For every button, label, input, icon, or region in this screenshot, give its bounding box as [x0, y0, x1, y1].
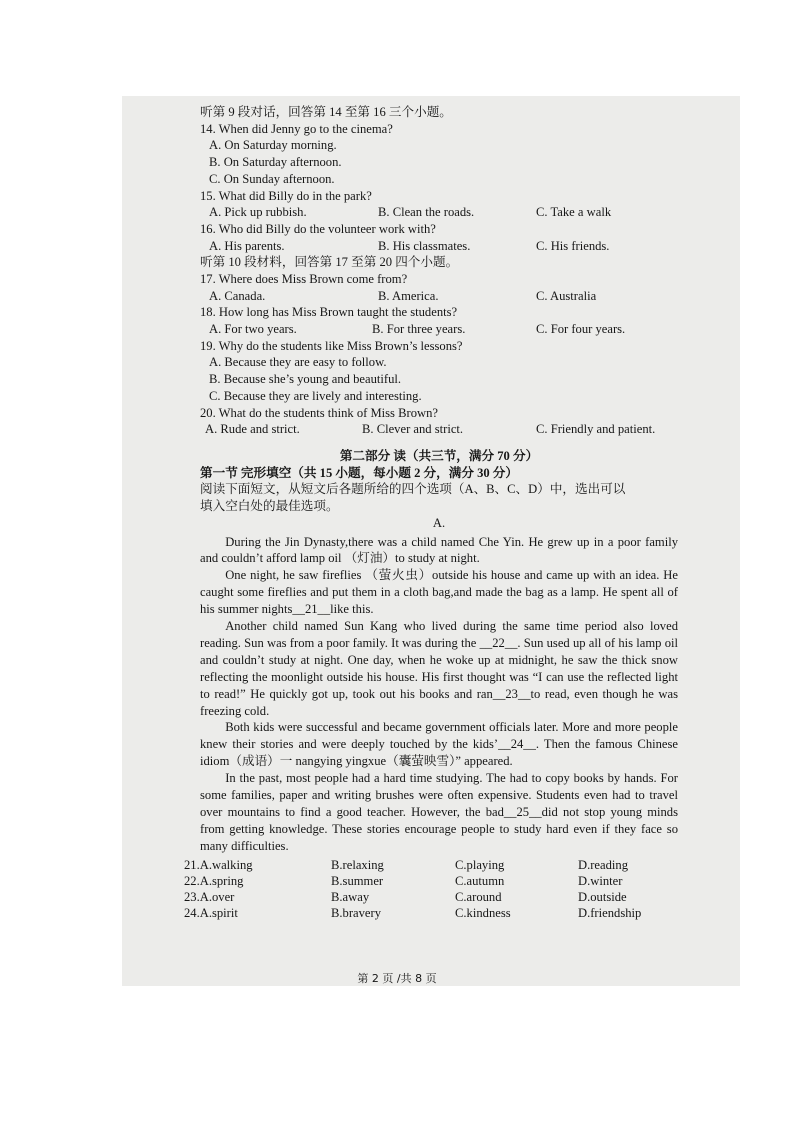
section-instruction: 听第 10 段材料，回答第 17 至第 20 四个小题。 — [200, 255, 459, 270]
options-row — [200, 204, 678, 221]
section-heading: 第一节 完形填空（共 15 小题，每小题 2 分，满分 30 分） — [200, 465, 518, 480]
option-a: A. Rude and strict. — [205, 422, 300, 437]
directions: 阅读下面短文，从短文后各题所给的四个选项（A、B、C、D）中，选出可以 — [200, 482, 626, 497]
page-content — [184, 104, 678, 921]
question-stem: 16. Who did Billy do the volunteer work with? — [200, 221, 436, 236]
option-b: B. Clever and strict. — [362, 422, 464, 437]
options-row — [200, 321, 678, 338]
answer-option: C.autumn — [455, 873, 505, 888]
paragraph: Both kids were successful and became government officials later. More and more people knew their stories and were deeply touched by the kids’__24__. Then the famous Chinese idiom（成语）一 nangying yingxue（囊萤映雪）” appeared. — [200, 720, 678, 769]
option-a: A. On Saturday morning. — [209, 138, 337, 153]
answer-option: 22.A.spring — [184, 873, 244, 888]
option-b: B. Because she’s young and beautiful. — [209, 372, 402, 387]
answer-option: 23.A.over — [184, 890, 235, 905]
answer-option: B.summer — [331, 873, 384, 888]
answer-row — [184, 857, 678, 873]
answer-option: B.bravery — [331, 906, 382, 921]
page-number: 第 2 页 /共 8 页 — [357, 972, 437, 985]
answer-row — [184, 889, 678, 905]
option-b: B. His classmates. — [378, 238, 471, 253]
options-row — [200, 238, 678, 255]
answer-option: D.friendship — [578, 906, 642, 921]
answer-row — [184, 873, 678, 889]
passage-label: A. — [432, 515, 446, 530]
answer-option: B.relaxing — [331, 857, 384, 872]
section-instruction: 听第 9 段对话，回答第 14 至第 16 三个小题。 — [200, 105, 452, 119]
question-stem: 17. Where does Miss Brown come from? — [200, 272, 408, 286]
option-c: C. For four years. — [536, 322, 626, 337]
paragraph: During the Jin Dynasty,there was a child named Che Yin. He grew up in a poor family and couldn’t afford lamp oil （灯油）to study at night. — [200, 534, 678, 566]
paragraph: In the past, most people had a hard time studying. The had to copy books by hands. For some families, paper and writing brushes were often expensive. Students even had to travel over mountains to find a good teacher. However, the bad__25__did not stop young minds from getting knowledge. These stories encourage people to study hard even if they face so many difficulties. — [200, 771, 678, 853]
option-a: A. Pick up rubbish. — [209, 205, 307, 220]
part-heading: 第二部分 读（共三节，满分 70 分） — [339, 448, 539, 463]
option-b: B. Clean the roads. — [378, 205, 475, 220]
answer-option: C.around — [455, 890, 502, 905]
option-b: B. America. — [378, 288, 439, 303]
option-c: C. His friends. — [536, 238, 610, 253]
answer-option: C.kindness — [455, 906, 511, 921]
passage — [200, 534, 678, 855]
option-b: B. For three years. — [372, 322, 466, 337]
answer-option: D.reading — [578, 857, 629, 872]
options-row — [200, 421, 678, 438]
paragraph: Another child named Sun Kang who lived during the same time period also loved reading. Sun was from a poor family. It was during the __22__. Sun used up all of his lamp oil and couldn’t study at night. One day, when he woke up at midnight, he saw the thick snow reflecting the moonlight outside his house. His first thought was “I can use the reflected light to read!” He quickly got up, took out his books and ran__23__to read, even though he was freezing cold. — [200, 619, 678, 718]
question-stem: 20. What do the students think of Miss Brown? — [200, 405, 438, 420]
question-stem: 19. Why do the students like Miss Brown’s lessons? — [200, 338, 463, 353]
option-a: A. His parents. — [209, 238, 285, 253]
answer-option: C.playing — [455, 857, 505, 872]
answer-option: D.winter — [578, 873, 623, 888]
answer-option: 21.A.walking — [184, 857, 253, 872]
option-c: C. Friendly and patient. — [536, 422, 656, 437]
option-b: B. On Saturday afternoon. — [209, 155, 342, 170]
option-c: C. Take a walk — [536, 205, 612, 220]
option-c: C. On Sunday afternoon. — [209, 171, 335, 186]
option-a: A. For two years. — [209, 322, 297, 337]
answer-row — [184, 905, 678, 921]
directions: 填入空白处的最佳选项。 — [200, 499, 339, 514]
answer-option: B.away — [331, 890, 370, 905]
question-stem: 18. How long has Miss Brown taught the students? — [200, 305, 458, 320]
option-a: A. Canada. — [209, 288, 266, 303]
option-c: C. Australia — [536, 288, 597, 303]
paragraph: One night, he saw fireflies （萤火虫）outside his house and came up with an idea. He caught some fireflies and put them in a cloth bag,and made the bag as a lamp. He spent all of his summer nights__21__like this. — [200, 568, 678, 617]
options-row — [200, 288, 678, 305]
answer-option: 24.A.spirit — [184, 906, 238, 921]
question-stem: 14. When did Jenny go to the cinema? — [200, 121, 393, 136]
option-a: A. Because they are easy to follow. — [209, 355, 387, 370]
question-stem: 15. What did Billy do in the park? — [200, 188, 372, 203]
option-c: C. Because they are lively and interesting. — [209, 388, 422, 403]
answer-option: D.outside — [578, 890, 627, 905]
